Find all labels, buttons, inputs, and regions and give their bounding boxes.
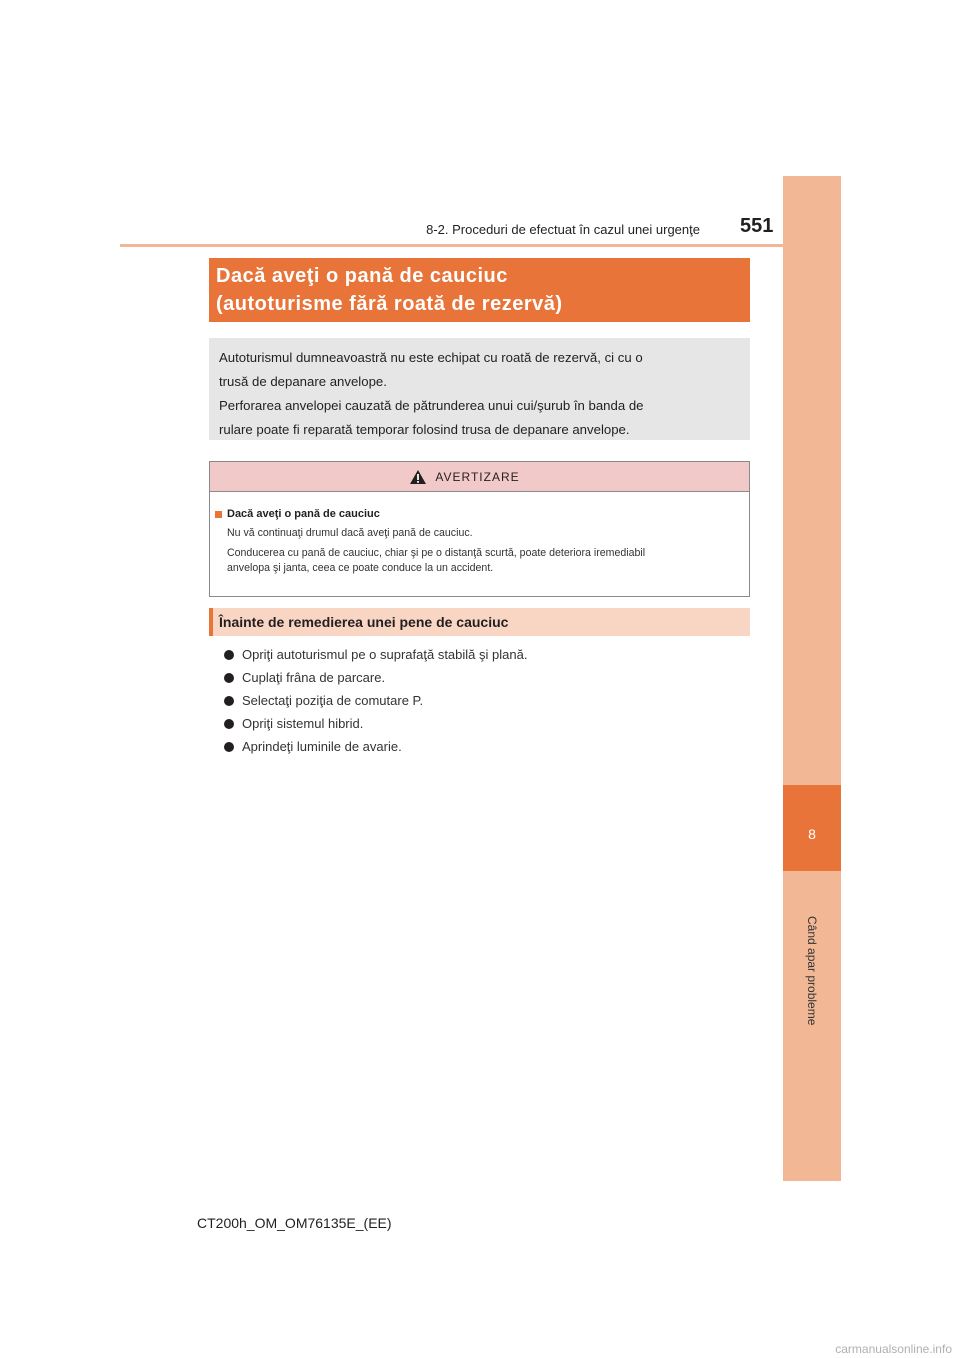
- bullet-dot-icon: [224, 650, 234, 660]
- intro-line3: Perforarea anvelopei cauzată de pătrunderea unui cui/şurub în banda de: [219, 398, 644, 413]
- warning-label: AVERTIZARE: [435, 469, 520, 484]
- warning-text-1: Nu vă continuaţi drumul dacă aveţi pană de cauciuc.: [227, 527, 473, 539]
- list-item: Opriţi sistemul hibrid.: [224, 712, 744, 735]
- warning-box: [209, 461, 750, 597]
- warning-header: [210, 462, 749, 492]
- warning-triangle-icon: [409, 469, 427, 485]
- chapter-side-strip: [783, 176, 841, 1181]
- square-bullet-icon: [215, 511, 222, 518]
- chapter-label: Când apar probleme: [805, 916, 819, 1026]
- section-title-line1: Dacă aveţi o pană de cauciuc: [216, 265, 508, 287]
- subsection-title-text: Înainte de remedierea unei pene de cauciuc: [219, 614, 509, 630]
- warning-text-2a: Conducerea cu pană de cauciuc, chiar şi pe o distanţă scurtă, poate deteriora iremediabil: [227, 547, 646, 559]
- list-item: Aprindeţi luminile de avarie.: [224, 735, 744, 758]
- warning-body: [210, 492, 749, 576]
- footer-code: CT200h_OM_OM76135E_(EE): [197, 1215, 392, 1231]
- subsection-title: [209, 608, 750, 636]
- list-item: Selectaţi poziţia de comutare P.: [224, 689, 744, 712]
- list-item: Opriţi autoturismul pe o suprafaţă stabilă şi plană.: [224, 643, 744, 666]
- chapter-number: 8: [808, 826, 816, 842]
- intro-box: [209, 338, 750, 440]
- running-header: 8-2. Proceduri de efectuat în cazul unei urgenţe: [426, 222, 700, 237]
- bullet-dot-icon: [224, 673, 234, 683]
- list-item: Cuplaţi frâna de parcare.: [224, 666, 744, 689]
- intro-line2: trusă de depanare anvelope.: [219, 374, 387, 389]
- warning-item-title: Dacă aveţi o pană de cauciuc: [227, 508, 380, 520]
- bullet-dot-icon: [224, 696, 234, 706]
- warning-text-2b: anvelopa şi janta, ceea ce poate conduce la un accident.: [227, 562, 494, 574]
- intro-line1: Autoturismul dumneavoastră nu este echipat cu roată de rezervă, ci cu o: [219, 350, 643, 365]
- section-title: [209, 258, 750, 322]
- page-number: 551: [740, 215, 774, 237]
- section-title-line2: (autoturisme fără roată de rezervă): [216, 293, 563, 315]
- watermark: carmanualsonline.info: [835, 1342, 952, 1356]
- bullet-dot-icon: [224, 719, 234, 729]
- intro-line4: rulare poate fi reparată temporar folosind trusa de depanare anvelope.: [219, 422, 630, 437]
- bullet-dot-icon: [224, 742, 234, 752]
- header-rule: [120, 244, 841, 247]
- warning-item: [215, 506, 739, 522]
- bullet-list: [224, 643, 744, 758]
